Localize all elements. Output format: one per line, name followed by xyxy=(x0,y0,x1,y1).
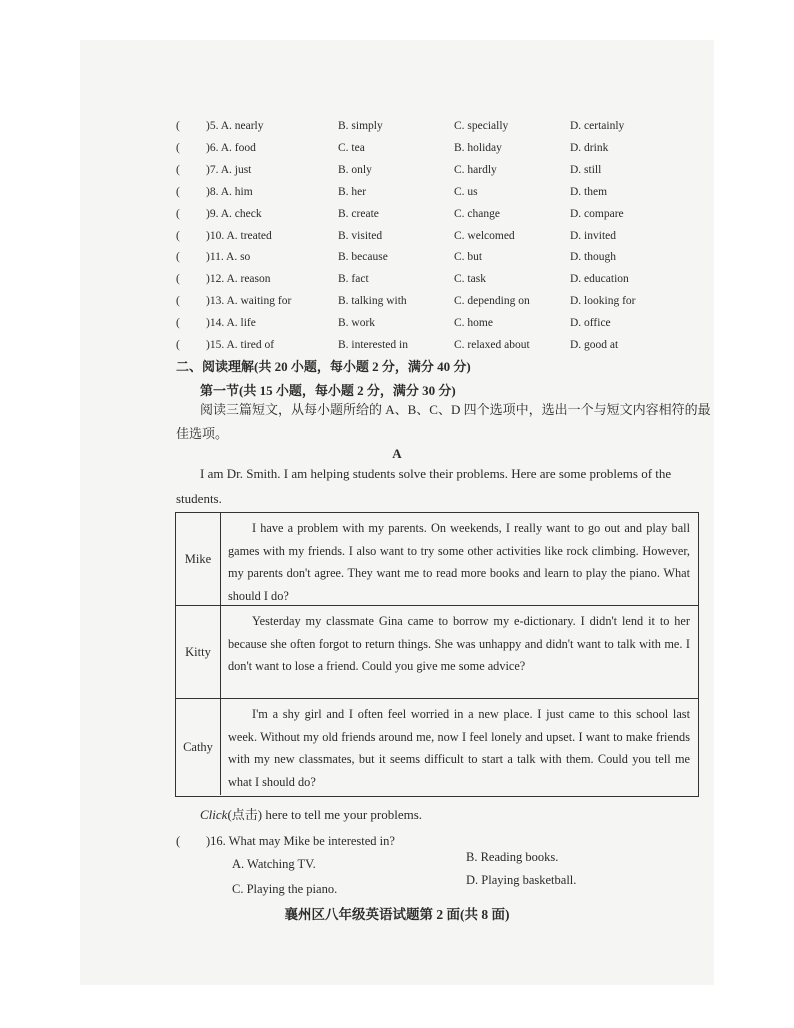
option-b: B. simply xyxy=(338,120,383,132)
mc-question-row xyxy=(176,186,676,206)
option-a: )14. A. life xyxy=(206,317,256,330)
intro-line-2: students. xyxy=(176,491,222,506)
option-a: )6. A. food xyxy=(206,141,256,154)
answer-paren: ( xyxy=(176,339,180,351)
click-word: Click xyxy=(200,807,228,822)
option-c: C. Playing the piano. xyxy=(232,882,338,896)
option-b: B. work xyxy=(338,317,376,330)
option-b: B. interested in xyxy=(338,339,408,351)
mc-question-row xyxy=(176,273,676,293)
option-b: B. Reading books. xyxy=(466,850,559,864)
option-c: C. specially xyxy=(454,120,509,132)
answer-paren: ( xyxy=(176,185,180,198)
question-16: )16. What may Mike be interested in? xyxy=(206,834,395,848)
problem-text: Yesterday my classmate Gina came to borrow my e-dictionary. I didn't lend it to her because she often forgot to return things. She was unhappy and didn't want to talk with me. I don't want to lose a friend. Could you give me some advice? xyxy=(228,614,690,673)
click-gloss: (点击) xyxy=(227,807,263,822)
answer-paren: ( xyxy=(176,229,180,242)
answer-paren: ( xyxy=(176,834,181,848)
option-b: C. tea xyxy=(338,141,365,154)
option-b: B. visited xyxy=(338,229,383,242)
student-name: Cathy xyxy=(176,699,221,795)
option-b: B. only xyxy=(338,163,372,176)
intro-line-1: I am Dr. Smith. I am helping students solve their problems. Here are some problems of the xyxy=(200,466,672,481)
instruction-line-2: 佳选项。 xyxy=(176,426,229,441)
option-c: C. depending on xyxy=(454,295,530,308)
option-c: C. relaxed about xyxy=(454,339,530,351)
option-b: B. fact xyxy=(338,273,369,286)
answer-paren: ( xyxy=(176,207,180,220)
option-d: D. looking for xyxy=(570,295,636,308)
answer-paren: ( xyxy=(176,295,180,308)
option-d: D. certainly xyxy=(570,120,625,132)
mc-question-row xyxy=(176,251,676,271)
option-a: )5. A. nearly xyxy=(206,120,264,132)
option-d: D. though xyxy=(570,251,616,264)
option-c: B. holiday xyxy=(454,141,502,154)
student-name: Mike xyxy=(176,513,221,605)
student-name: Kitty xyxy=(176,606,221,698)
problem-text: I'm a shy girl and I often feel worried in a new place. I just came to this school last week. Without my old friends around me, now I feel lonely and upset. I want to make friends with my new classmates, but it seems difficult to start a talk with them. Could you tell me what I should do? xyxy=(228,707,690,789)
problems-table xyxy=(175,512,699,797)
option-a: )12. A. reason xyxy=(206,273,271,286)
mc-question-row xyxy=(176,317,676,337)
option-d: D. invited xyxy=(570,229,616,242)
option-c: C. welcomed xyxy=(454,229,515,242)
option-a: )8. A. him xyxy=(206,185,253,198)
option-b: B. create xyxy=(338,207,379,220)
option-a: )9. A. check xyxy=(206,207,262,220)
option-a: )15. A. tired of xyxy=(206,339,275,351)
option-a: )10. A. treated xyxy=(206,229,272,242)
page-footer: 襄州区八年级英语试题第 2 面(共 8 面) xyxy=(284,907,510,922)
option-d: D. still xyxy=(570,163,602,176)
option-b: B. talking with xyxy=(338,295,407,308)
option-b: B. her xyxy=(338,185,367,198)
mc-question-row xyxy=(176,230,676,250)
option-a: )11. A. so xyxy=(206,251,251,264)
answer-paren: ( xyxy=(176,251,180,264)
option-c: C. us xyxy=(454,185,478,198)
problem-text: I have a problem with my parents. On weekends, I really want to go out and play ball games with my friends. I also want to try some other activities like rock climbing. However, my parents don't agree. They want me to read more books and learn to play the piano. What should I do? xyxy=(228,521,690,603)
table-row xyxy=(176,699,698,795)
option-c: C. home xyxy=(454,317,493,330)
option-c: C. task xyxy=(454,273,486,286)
mc-question-row xyxy=(176,164,676,184)
option-d: D. compare xyxy=(570,207,624,220)
table-row xyxy=(176,606,698,699)
passage-label: A xyxy=(392,446,402,461)
option-c: C. hardly xyxy=(454,163,497,176)
mc-question-row xyxy=(176,120,676,140)
option-a: A. Watching TV. xyxy=(232,857,316,871)
answer-paren: ( xyxy=(176,317,180,330)
mc-question-row xyxy=(176,142,676,162)
answer-paren: ( xyxy=(176,273,180,286)
option-d: D. them xyxy=(570,185,608,198)
option-a: )13. A. waiting for xyxy=(206,295,292,308)
answer-paren: ( xyxy=(176,120,180,132)
section-title: 二、阅读理解(共 20 小题，每小题 2 分，满分 40 分) xyxy=(176,359,471,374)
answer-paren: ( xyxy=(176,163,180,176)
option-b: B. because xyxy=(338,251,388,264)
option-c: C. change xyxy=(454,207,500,220)
table-row xyxy=(176,513,698,606)
option-d: D. education xyxy=(570,273,629,286)
option-d: D. good at xyxy=(570,339,619,351)
option-d: D. Playing basketball. xyxy=(466,873,577,887)
part-title: 第一节(共 15 小题，每小题 2 分，满分 30 分) xyxy=(200,383,456,398)
option-d: D. drink xyxy=(570,141,609,154)
instruction-line-1: 阅读三篇短文，从每小题所给的 A、B、C、D 四个选项中，选出一个与短文内容相符的最 xyxy=(200,402,711,417)
mc-question-row xyxy=(176,208,676,228)
click-rest: here to tell me your problems. xyxy=(262,807,423,822)
option-d: D. office xyxy=(570,317,611,330)
answer-paren: ( xyxy=(176,141,180,154)
option-c: C. but xyxy=(454,251,483,264)
option-a: )7. A. just xyxy=(206,163,252,176)
mc-question-row xyxy=(176,295,676,315)
click-line xyxy=(200,803,422,827)
